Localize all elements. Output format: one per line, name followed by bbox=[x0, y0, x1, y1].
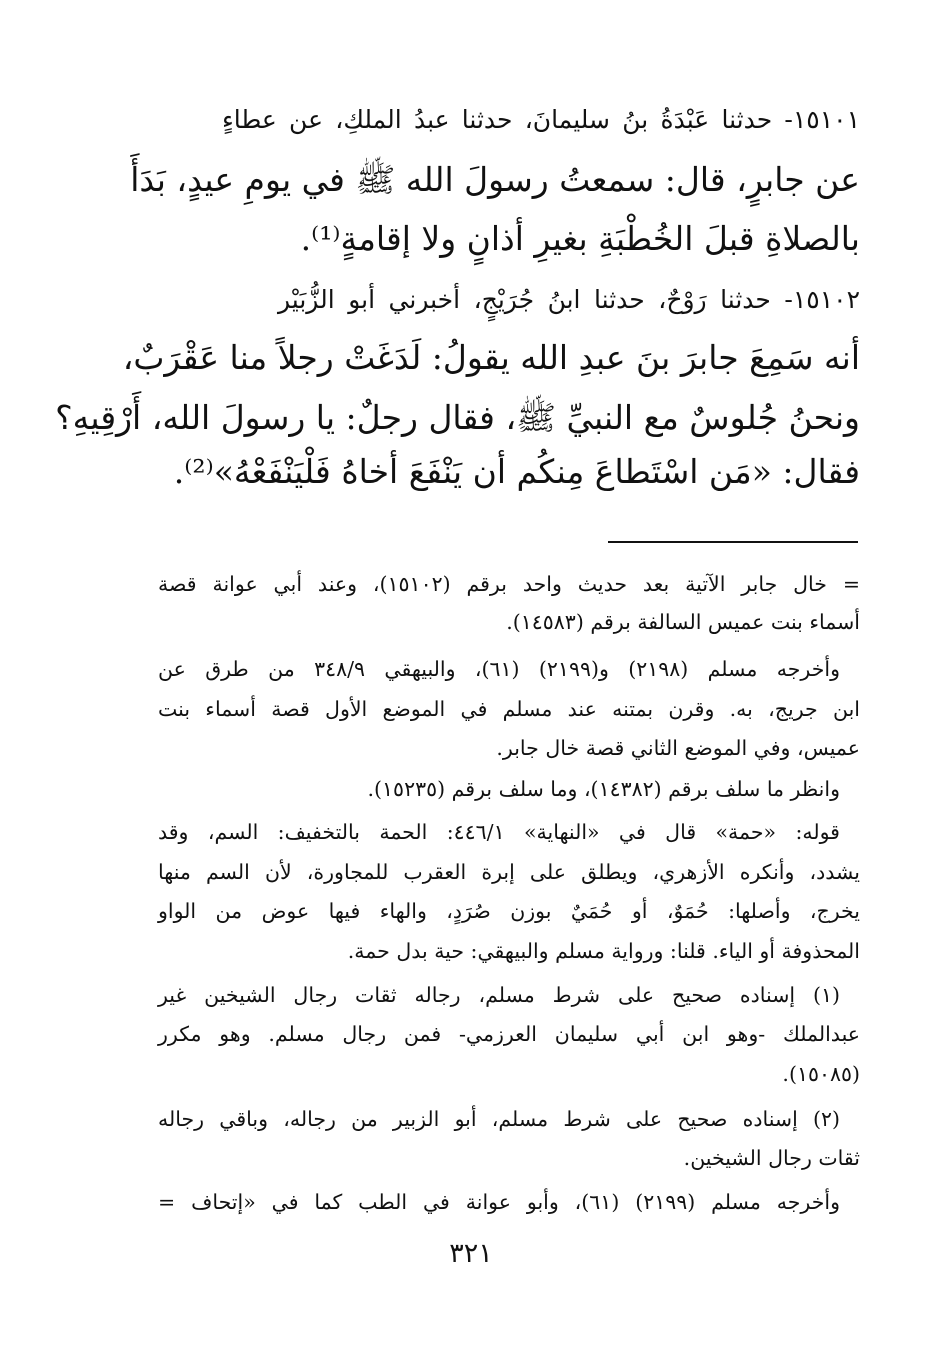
hadith-15101-head: ١٥١٠١- حدثنا عَبْدَةُ بنُ سليمانَ، حدثنا عبدُ الملكِ، عن عطاءٍ bbox=[222, 105, 860, 134]
hadith-15102-line-1: أنه سَمِعَ جابرَ بنَ عبدِ الله يقولُ: لَدَغَتْ رجلاً منا عَقْرَبٌ، bbox=[122, 338, 860, 377]
footnote-line: عميس، وفي الموضع الثاني قصة خال جابر. bbox=[496, 736, 860, 760]
footnote-line: = خال جابر الآتية بعد حديث واحد برقم (١٥١٠٢)، وعند أبي عوانة قصة bbox=[158, 572, 861, 596]
footnote-line: أسماء بنت عميس السالفة برقم (١٤٥٨٣). bbox=[506, 610, 860, 634]
hadith-15102-line-3: فقال: «مَن اسْتَطاعَ مِنكُم أن يَنْفَعَ أخاهُ فَلْيَنْفَعْهُ»⁽²⁾. bbox=[173, 452, 860, 491]
footnote-line: وأخرجه مسلم (٢١٩٨) و(٢١٩٩) (٦١)، والبيهقي ٣٤٨/٩ من طرق عن bbox=[158, 657, 840, 681]
footnote-2: (٢) إسناده صحيح على شرط مسلم، أبو الزبير من رجاله، وباقي رجاله bbox=[158, 1107, 840, 1131]
footnote-line: يشدد، وأنكره الأزهري، ويطلق على إبرة العقرب للمجاورة، لأن السم منها bbox=[158, 860, 860, 884]
footnote-2-cont: وأخرجه مسلم (٢١٩٩) (٦١)، وأبو عوانة في الطب كما في «إتحاف = bbox=[158, 1190, 841, 1214]
footnote-1-cont: عبدالملك -وهو ابن أبي سليمان العرزمي- فمن رجال مسلم. وهو مكرر bbox=[158, 1022, 860, 1046]
hadith-15101-line-2: بالصلاةِ قبلَ الخُطْبَةِ بغيرِ أذانٍ ولا إقامةٍ⁽¹⁾. bbox=[300, 219, 860, 258]
footnote-line: قوله: «حمة» قال في «النهاية» ٤٤٦/١: الحمة بالتخفيف: السم، وقد bbox=[158, 820, 840, 844]
footnote-line: المحذوفة أو الياء. قلنا: ورواية مسلم والبيهقي: حية بدل حمة. bbox=[347, 939, 860, 963]
hadith-15102-head: ١٥١٠٢- حدثنا رَوْحٌ، حدثنا ابنُ جُرَيْجٍ، أخبرني أبو الزُّبَيْر bbox=[278, 285, 860, 314]
footnote-separator bbox=[608, 541, 858, 543]
footnote-line: وانظر ما سلف برقم (١٤٣٨٢)، وما سلف برقم (١٥٢٣٥). bbox=[367, 777, 840, 801]
hadith-15101-line-1: عن جابرٍ، قال: سمعتُ رسولَ الله ﷺ في يومِ عيدٍ، بَدَأَ bbox=[130, 160, 860, 199]
hadith-15102-line-2: ونحنُ جُلوسٌ مع النبيِّ ﷺ، فقال رجلٌ: يا رسولَ الله، أَرْقِيهِ؟ bbox=[55, 398, 860, 437]
page-number: ٣٢١ bbox=[449, 1238, 493, 1269]
footnote-line: ابن جريج، به. وقرن بمتنه عند مسلم في الموضع الأول قصة أسماء بنت bbox=[158, 697, 860, 721]
footnote-1-cont: (١٥٠٨٥). bbox=[782, 1062, 860, 1086]
footnote-line: يخرج، وأصلها: حُمَوٌ، أو حُمَيٌ بوزن صُرَدٍ، والهاء فيها عوض من الواو bbox=[158, 899, 860, 923]
footnote-1: (١) إسناده صحيح على شرط مسلم، رجاله ثقات رجال الشيخين غير bbox=[158, 983, 840, 1007]
footnote-2-cont: ثقات رجال الشيخين. bbox=[683, 1146, 860, 1170]
